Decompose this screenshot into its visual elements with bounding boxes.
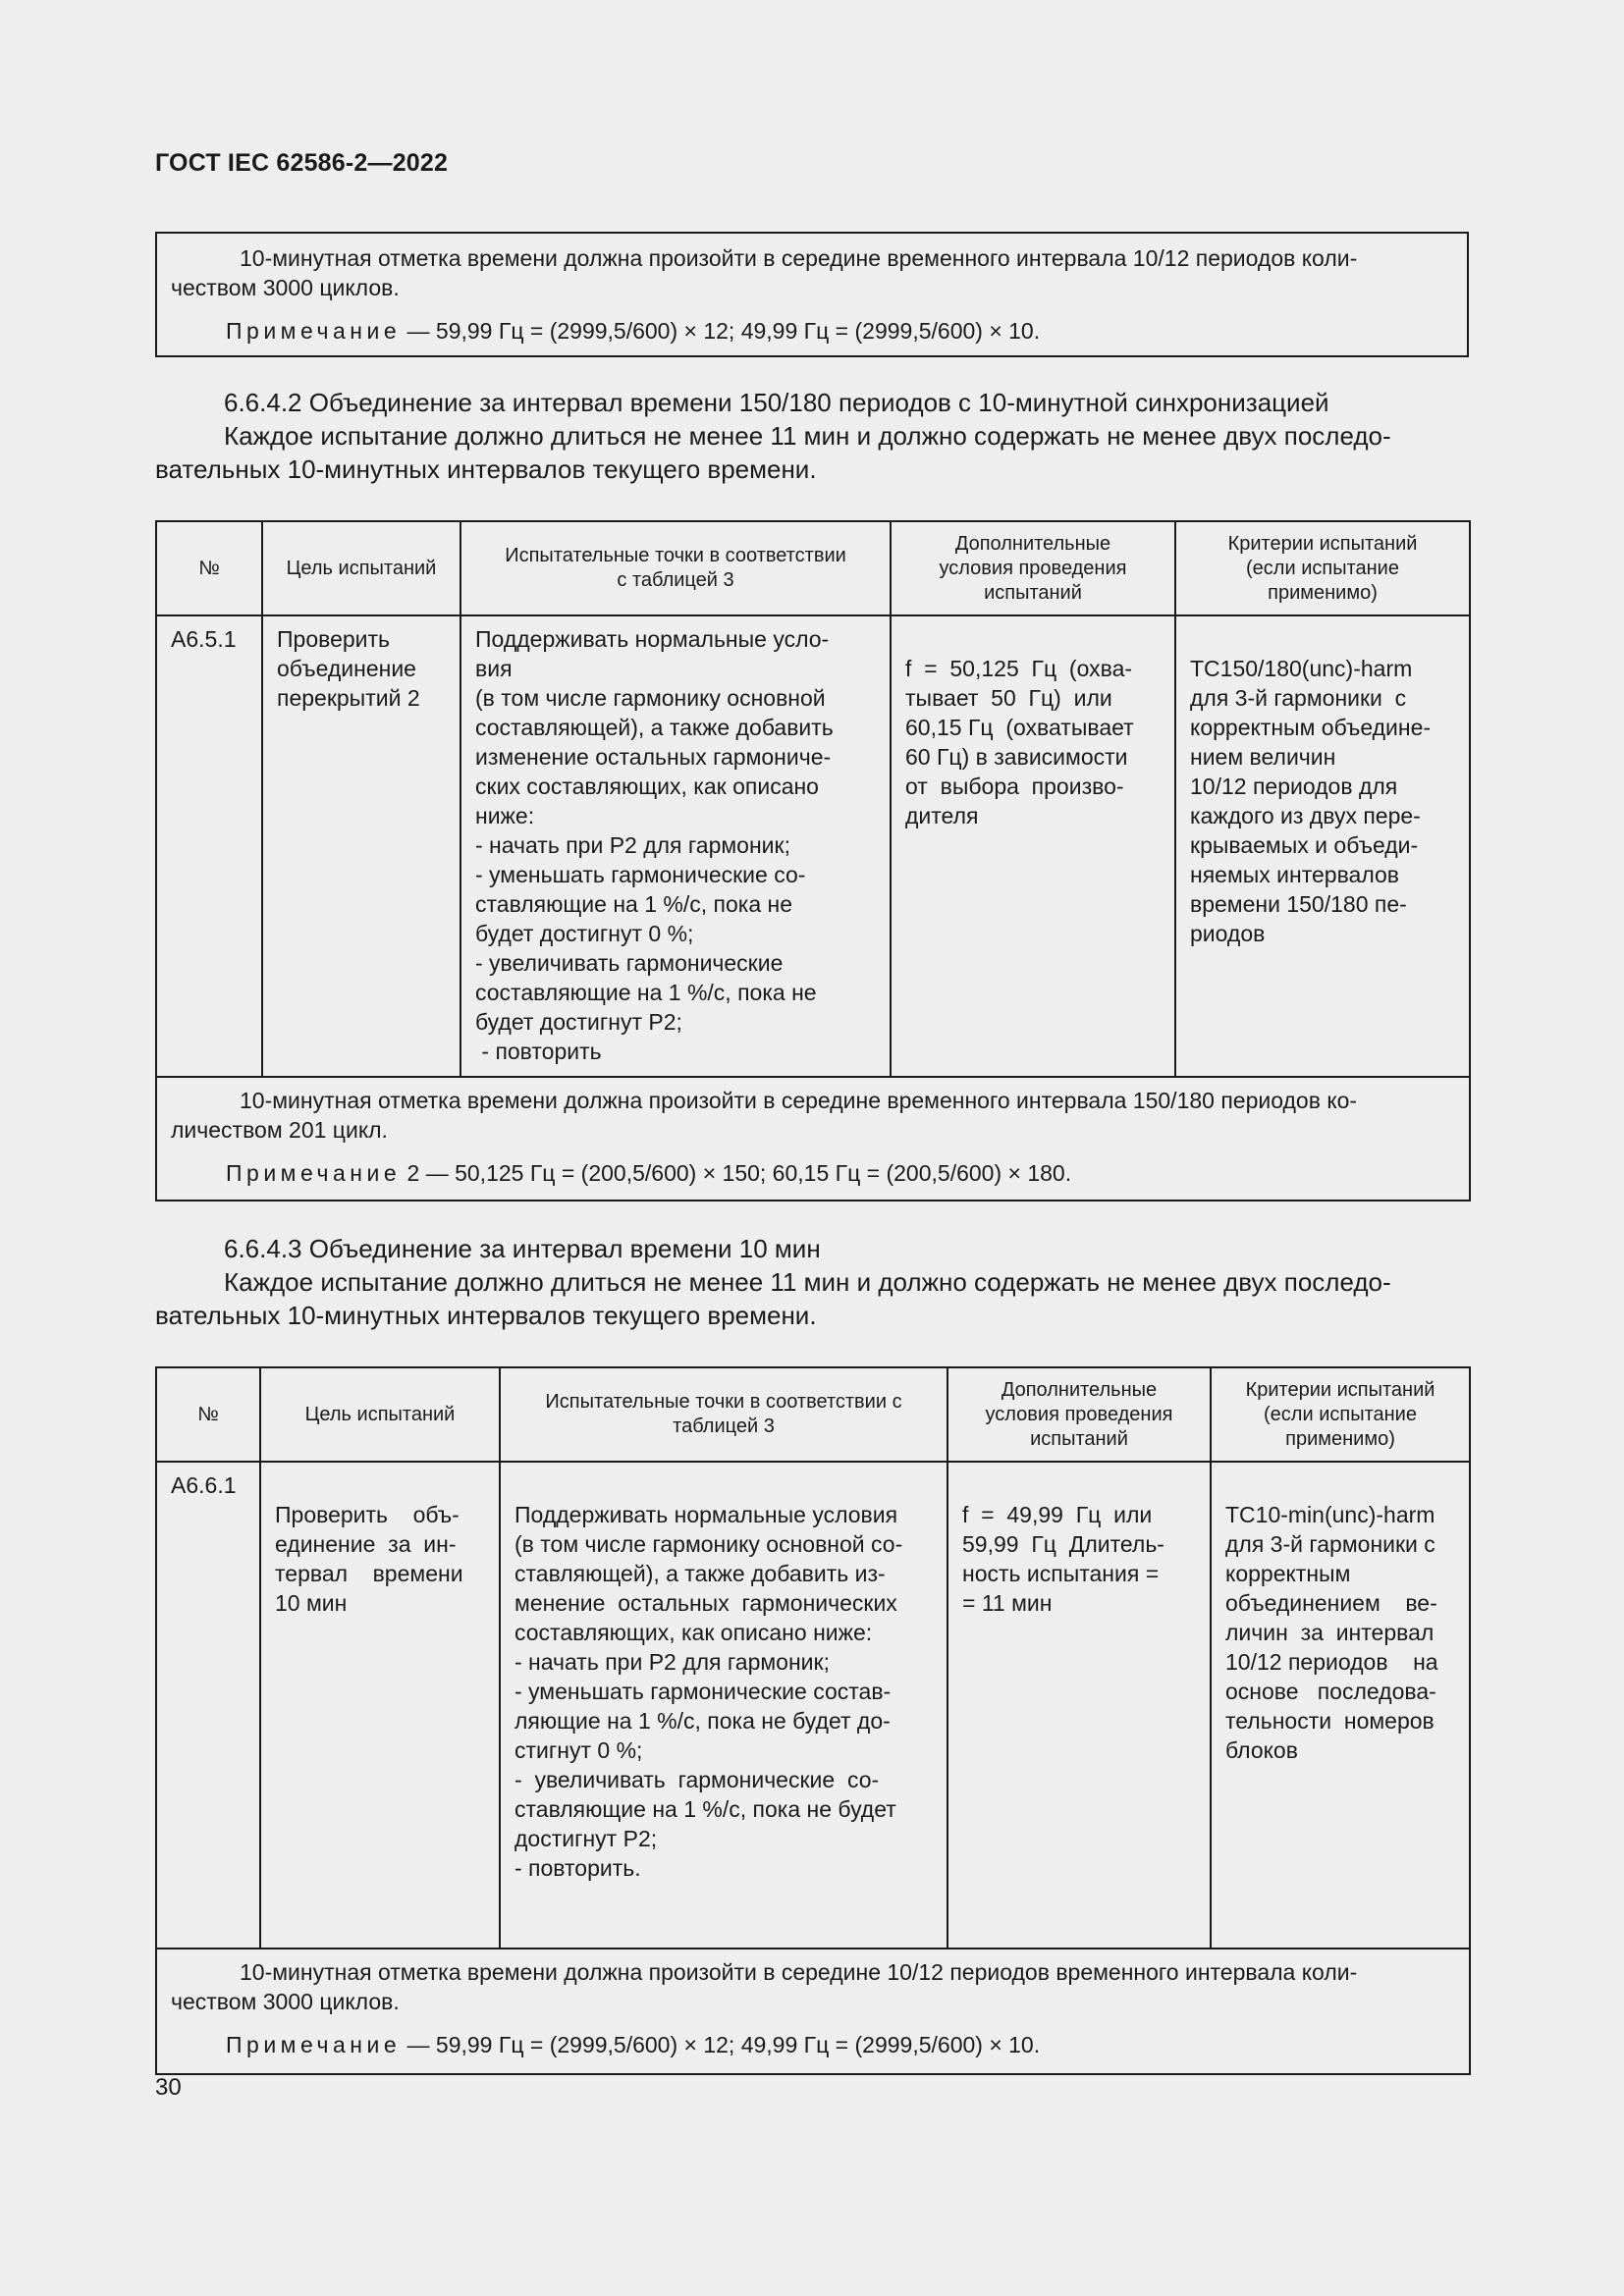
cell-num: А6.5.1 bbox=[156, 615, 262, 1077]
cell-points: Поддерживать нормальные условия (в том числе гармонику основной со- ставляющей), а также добавить из- менение остальных гармонических составляющих, как описано ниже: - начать при Р2 для гармоник; - уменьшать гармонические состав- ляющие на 1 %/с, пока не будет до- стигнут 0 %; - увеличивать гармонические со- ставляющие на 1 %/с, пока не будет достигнут Р2; - повторить. bbox=[500, 1462, 947, 1949]
top-box-text-line2: чеством 3000 циклов. bbox=[171, 275, 400, 300]
table-row bbox=[156, 615, 1470, 1077]
table-row bbox=[156, 1462, 1470, 1949]
cell-goal: Проверить объединение перекрытий 2 bbox=[262, 615, 460, 1077]
footer-line1: 10-минутная отметка времени должна произойти в середине 10/12 периодов временного интервала коли- bbox=[240, 1959, 1358, 1985]
header-points: Испытательные точки в соответствии с таблицей 3 bbox=[500, 1367, 947, 1462]
header-conditions: Дополнительные условия проведения испытаний bbox=[947, 1367, 1211, 1462]
header-num: № bbox=[156, 1367, 260, 1462]
table1-note bbox=[157, 1158, 1469, 1188]
footer-line2: личеством 201 цикл. bbox=[171, 1117, 388, 1143]
cell-criteria: TC150/180(unc)-harm для 3-й гармоники с корректным объедине- нием величин 10/12 периодов для каждого из двух пере- крываемых и объеди- няемых интервалов времени 150/180 пе- риодов bbox=[1175, 615, 1470, 1077]
table2-note bbox=[157, 2030, 1469, 2059]
header-points: Испытательные точки в соответствии с таблицей 3 bbox=[460, 521, 891, 615]
section-body-line2: вательных 10-минутных интервалов текущего времени. bbox=[155, 1301, 817, 1330]
cell-goal: Проверить объ- единение за ин- тервал времени 10 мин bbox=[260, 1462, 500, 1949]
top-box-text-line1: 10-минутная отметка времени должна произойти в середине временного интервала 10/12 периодов коли- bbox=[240, 245, 1358, 271]
section-heading: 6.6.4.2 Объединение за интервал времени 150/180 периодов с 10-минутной синхронизацией bbox=[224, 388, 1329, 417]
header-conditions: Дополнительные условия проведения испытаний bbox=[891, 521, 1175, 615]
note-text: — 59,99 Гц = (2999,5/600) × 12; 49,99 Гц = (2999,5/600) × 10. bbox=[401, 2032, 1041, 2057]
header-criteria: Критерии испытаний (если испытание применимо) bbox=[1211, 1367, 1470, 1462]
cell-conditions: f = 49,99 Гц или 59,99 Гц Длитель- ность испытания = = 11 мин bbox=[947, 1462, 1211, 1949]
header-criteria: Критерии испытаний (если испытание применимо) bbox=[1175, 521, 1470, 615]
table-footer bbox=[156, 1949, 1470, 2074]
table-header-row bbox=[156, 1367, 1470, 1462]
cell-num: А6.6.1 bbox=[156, 1462, 260, 1949]
test-table-1 bbox=[155, 520, 1471, 1201]
section-body-line1: Каждое испытание должно длиться не менее 11 мин и должно содержать не менее двух последо- bbox=[224, 421, 1391, 451]
note-text: — 59,99 Гц = (2999,5/600) × 12; 49,99 Гц = (2999,5/600) × 10. bbox=[401, 318, 1041, 344]
cell-points: Поддерживать нормальные усло- вия (в том числе гармонику основной составляющей), а также добавить изменение остальных гармониче- ских составляющих, как описано ниже: - начать при Р2 для гармоник; - уменьшать гармонические со- ставляющие на 1 %/с, пока не будет достигнут 0 %; - увеличивать гармонические составляющие на 1 %/с, пока не будет достигнут Р2; - повторить bbox=[460, 615, 891, 1077]
footer-line1: 10-минутная отметка времени должна произойти в середине временного интервала 150/180 периодов ко- bbox=[240, 1088, 1358, 1113]
note-label: Примечание bbox=[226, 1160, 402, 1186]
section-body-line1: Каждое испытание должно длиться не менее 11 мин и должно содержать не менее двух последо- bbox=[224, 1267, 1391, 1297]
note-text: 2 — 50,125 Гц = (200,5/600) × 150; 60,15 Гц = (200,5/600) × 180. bbox=[401, 1160, 1072, 1186]
page-number: 30 bbox=[155, 2074, 182, 2101]
cell-criteria: TC10-min(unc)-harm для 3-й гармоники с корректным объединением ве- личин за интервал 10/12 периодов на основе последова- тельности номеров блоков bbox=[1211, 1462, 1470, 1949]
footer-line2: чеством 3000 циклов. bbox=[171, 1989, 400, 2014]
section-heading: 6.6.4.3 Объединение за интервал времени 10 мин bbox=[224, 1234, 821, 1263]
test-table-2 bbox=[155, 1366, 1471, 2075]
top-box-note bbox=[157, 316, 1467, 346]
table-footer bbox=[156, 1077, 1470, 1201]
note-label: Примечание bbox=[226, 2032, 402, 2057]
table-footer-row bbox=[156, 1077, 1470, 1201]
section-body-line2: вательных 10-минутных интервалов текущего времени. bbox=[155, 454, 817, 484]
header-goal: Цель испытаний bbox=[262, 521, 460, 615]
header-goal: Цель испытаний bbox=[260, 1367, 500, 1462]
section-6-6-4-2 bbox=[155, 386, 1469, 486]
top-note-box bbox=[155, 232, 1469, 357]
note-label: Примечание bbox=[226, 318, 402, 344]
table-footer-row bbox=[156, 1949, 1470, 2074]
section-6-6-4-3 bbox=[155, 1232, 1469, 1332]
header-num: № bbox=[156, 521, 262, 615]
table-header-row bbox=[156, 521, 1470, 615]
cell-conditions: f = 50,125 Гц (охва- тывает 50 Гц) или 60,15 Гц (охватывает 60 Гц) в зависимости от выбора произво- дителя bbox=[891, 615, 1175, 1077]
document-header: ГОСТ IEC 62586-2—2022 bbox=[155, 149, 449, 177]
